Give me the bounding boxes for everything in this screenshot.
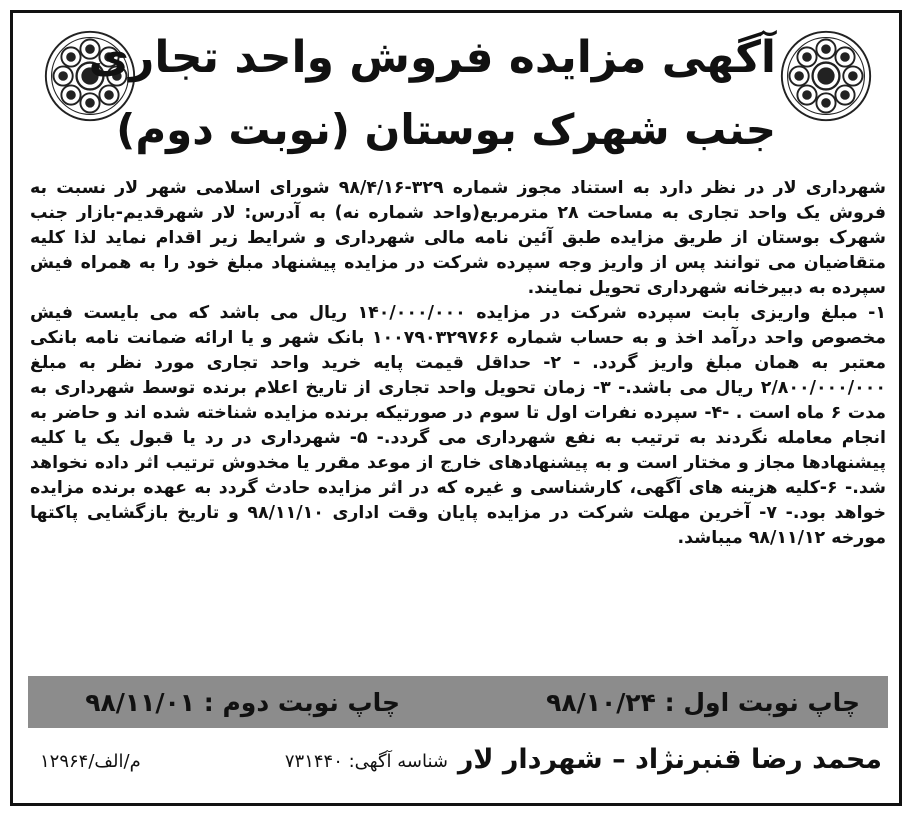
mayor-signature: محمد رضا قنبرنژاد – شهردار لار xyxy=(457,744,882,775)
second-print-date: چاپ نوبت دوم : ۹۸/۱۱/۰۱ xyxy=(85,687,400,717)
announcement-body xyxy=(30,176,886,551)
ad-identifier: شناسه آگهی: ۷۳۱۴۴۰ xyxy=(284,751,448,772)
page-subtitle: جنب شهرک بوستان (نوبت دوم) xyxy=(116,105,776,154)
conditions-paragraph: ۱- مبلغ واریزی بابت سپرده شرکت در مزایده ۱۴۰/۰۰۰/۰۰۰ ریال می باشد که می بایست فیش مخصوص واحد درآمد اخذ و به حساب شماره ۱۰۰۷۹۰۳۲۹۷۶۶ بانک شهر و یا ارائه ضمانت نامه بانکی معتبر به همان مبلغ واریز گردد. - ۲- حداقل قیمت پایه خرید واحد تجاری مورد نظر به مبلغ ۲/۸۰۰/۰۰۰/۰۰۰ ریال می باشد.- ۳- زمان تحویل واحد تجاری از تاریخ اعلام برنده توسط شهرداری به مدت ۶ ماه است . -۴- سپرده نفرات اول تا سوم در صورتیکه برنده مزایده شناخته شده اند و حاضر به انجام معامله نگردند به ترتیب به نفع شهرداری می گردد.- ۵- شهرداری در رد یا قبول یک یا کلیه پیشنهادها مجاز و مختار است و به پیشنهادهای خارج از موعد مقرر یا مخدوش ترتیب اثر داده نخواهد شد.- ۶-کلیه هزینه های آگهی، کارشناسی و غیره که در اثر مزایده حادث گردد به عهده برنده مزایده خواهد بود.- ۷- آخرین مهلت شرکت در مزایده پایان وقت اداری ۹۸/۱۱/۱۰ و تاریخ بازگشایی پاکتها مورخه ۹۸/۱۱/۱۲ میباشد. xyxy=(30,303,887,548)
page-title: آگهی مزایده فروش واحد تجاری xyxy=(88,32,776,83)
print-dates-band xyxy=(28,676,888,728)
rosette-emblem-icon xyxy=(778,28,874,124)
first-print-date: چاپ نوبت اول : ۹۸/۱۰/۲۴ xyxy=(546,687,860,717)
intro-paragraph: شهرداری لار در نظر دارد به استناد مجوز شماره ۳۲۹-۹۸/۴/۱۶ شورای اسلامی شهر لار نسبت به فروش یک واحد تجاری به مساحت ۲۸ مترمربع(واحد شماره نه) به آدرس: لار شهرقدیم-بازار جنب شهرک بوستان از طریق مزایده طبق آئین نامه مالی شهرداری و شرایط زیر اقدام نماید لذا کلیه متقاضیان می توانند پس از واریز وجه سپرده شرکت در مزایده پیشنهاد مبلغ خود را به همراه فیش سپرده به دبیرخانه شهرداری تحویل نمایند. xyxy=(30,178,886,298)
reference-code: م/الف/۱۲۹۶۴ xyxy=(40,751,141,772)
footer xyxy=(28,742,888,788)
